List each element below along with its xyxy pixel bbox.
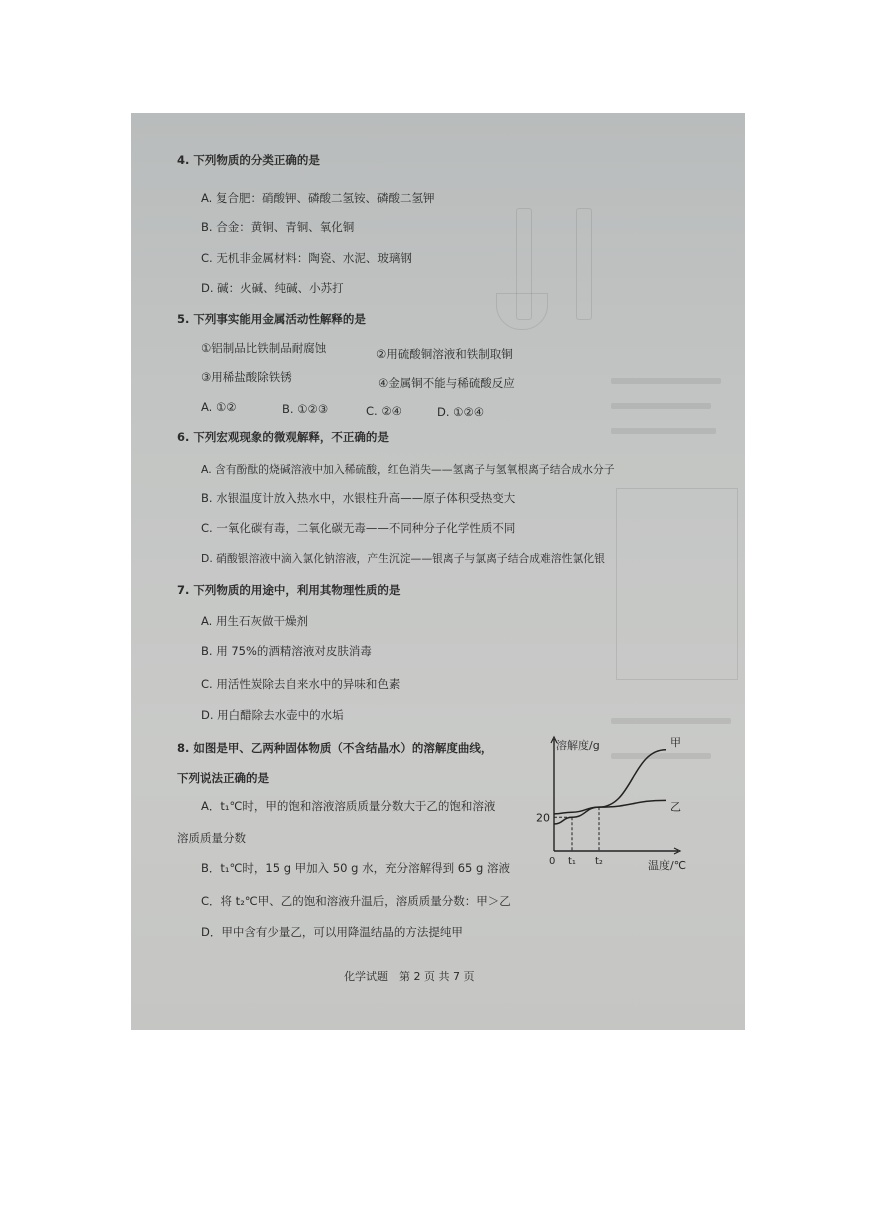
q4-stem-text: 下列物质的分类正确的是 <box>193 153 320 167</box>
q5-option-b: B. ①②③ <box>282 402 329 416</box>
q7-option-a: A. 用生石灰做干燥剂 <box>201 614 308 628</box>
q8-option-a: A．t₁℃时，甲的饱和溶液溶质质量分数大于乙的饱和溶液 <box>201 799 496 813</box>
q8-number: 8. <box>177 741 190 755</box>
q8-stem-text: 如图是甲、乙两种固体物质（不含结晶水）的溶解度曲线， <box>193 741 493 755</box>
q7-option-d: D. 用白醋除去水壶中的水垢 <box>201 708 344 722</box>
q8-option-d: D．甲中含有少量乙，可以用降温结晶的方法提纯甲 <box>201 925 463 939</box>
q4-option-c: C. 无机非金属材料：陶瓷、水泥、玻璃钢 <box>201 251 412 265</box>
q8-option-b: B．t₁℃时，15 g 甲加入 50 g 水，充分溶解得到 65 g 溶液 <box>201 861 510 875</box>
q5-fact-3: ③用稀盐酸除铁锈 <box>201 370 292 384</box>
x-axis-label: 温度/℃ <box>648 859 687 872</box>
q5-fact-1: ①铝制品比铁制品耐腐蚀 <box>201 341 327 355</box>
ghost-line <box>611 428 716 434</box>
ghost-table <box>616 488 738 680</box>
q7-number: 7. <box>177 583 190 597</box>
q4-option-a: A. 复合肥：硝酸钾、磷酸二氢铵、磷酸二氢钾 <box>201 191 435 205</box>
y-tick-label: 20 <box>536 811 550 825</box>
q4-option-d: D. 碱：火碱、纯碱、小苏打 <box>201 281 344 295</box>
q5-number: 5. <box>177 312 190 326</box>
origin-label: 0 <box>549 856 556 867</box>
chart-plot-area <box>536 736 681 867</box>
series-label-jia: 甲 <box>670 735 681 749</box>
q6-number: 6. <box>177 430 190 444</box>
q5-fact-4: ④金属铜不能与稀硫酸反应 <box>378 376 515 390</box>
ghost-line <box>611 378 721 384</box>
q6-option-a: A. 含有酚酞的烧碱溶液中加入稀硫酸，红色消失——氢离子与氢氧根离子结合成水分子 <box>201 463 615 476</box>
x-tick-label: t₁ <box>568 856 576 867</box>
q4-number: 4. <box>177 153 190 167</box>
q7-stem <box>177 585 400 597</box>
q8-stem-line2: 下列说法正确的是 <box>177 771 269 785</box>
page-footer: 化学试题 第 2 页 共 7 页 <box>344 970 475 983</box>
q6-stem-text: 下列宏观现象的微观解释，不正确的是 <box>193 430 389 444</box>
ghost-flask <box>496 293 548 330</box>
q5-fact-2: ②用硫酸铜溶液和铁制取铜 <box>376 347 513 361</box>
q6-stem <box>177 432 389 444</box>
y-axis-label: 溶解度/g <box>556 739 600 752</box>
x-tick-label: t₂ <box>595 856 603 867</box>
q5-option-c: C. ②④ <box>366 404 402 418</box>
ghost-line <box>611 403 711 409</box>
q8-option-a-cont: 溶质质量分数 <box>177 831 246 845</box>
q5-stem <box>177 314 366 326</box>
q6-option-c: C. 一氧化碳有毒，二氧化碳无毒——不同种分子化学性质不同 <box>201 521 516 535</box>
series-label-yi: 乙 <box>670 800 681 814</box>
solubility-chart <box>526 733 701 873</box>
q7-stem-text: 下列物质的用途中，利用其物理性质的是 <box>193 583 401 597</box>
ghost-line <box>611 718 731 724</box>
q4-option-b: B. 合金：黄铜、青铜、氧化铜 <box>201 220 355 234</box>
q8-stem <box>177 743 492 755</box>
q6-option-d: D. 硝酸银溶液中滴入氯化钠溶液，产生沉淀——银离子与氯离子结合成难溶性氯化银 <box>201 552 605 565</box>
ghost-apparatus-right <box>576 208 592 320</box>
q5-stem-text: 下列事实能用金属活动性解释的是 <box>193 312 366 326</box>
q5-option-a: A. ①② <box>201 400 237 414</box>
q5-option-d: D. ①②④ <box>437 405 485 419</box>
exam-paper-photo <box>131 113 745 1030</box>
q6-option-b: B. 水银温度计放入热水中，水银柱升高——原子体积受热变大 <box>201 491 516 505</box>
series-line-yi <box>554 800 666 814</box>
q4-stem <box>177 155 320 167</box>
q7-option-c: C. 用活性炭除去自来水中的异味和色素 <box>201 677 401 691</box>
q7-option-b: B. 用 75%的酒精溶液对皮肤消毒 <box>201 644 372 658</box>
q8-option-c: C．将 t₂℃甲、乙的饱和溶液升温后，溶质质量分数：甲＞乙 <box>201 894 511 908</box>
